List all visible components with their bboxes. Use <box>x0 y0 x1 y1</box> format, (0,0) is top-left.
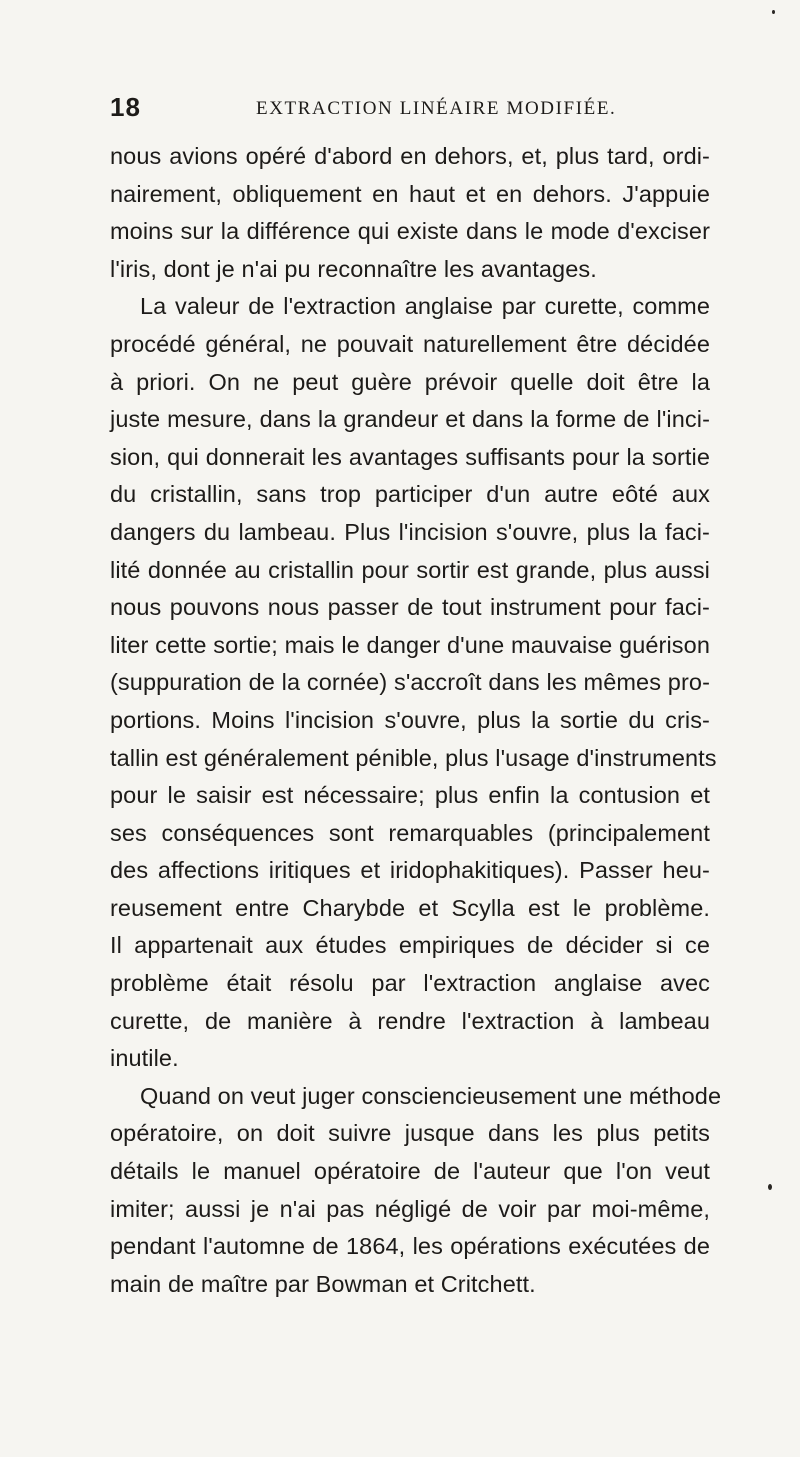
text-line: opératoire, on doit suivre jusque dans les plus petits <box>110 1120 710 1147</box>
ink-speck <box>768 1184 772 1190</box>
running-title: EXTRACTION LINÉAIRE MODIFIÉE. <box>256 98 617 119</box>
text-line: portions. Moins l'incision s'ouvre, plus la sortie du cris- <box>110 706 710 733</box>
page-number: 18 <box>110 92 141 122</box>
page-header <box>110 92 710 132</box>
text-line: à priori. On ne peut guère prévoir quelle doit être la <box>110 368 710 395</box>
text-line: reusement entre Charybde et Scylla est le problème. <box>110 894 710 921</box>
text-line: imiter; aussi je n'ai pas négligé de voir par moi-même, <box>110 1195 710 1222</box>
text-line: main de maître par Bowman et Critchett. <box>110 1270 536 1297</box>
text-line: détails le manuel opératoire de l'auteur que l'on veut <box>110 1158 710 1185</box>
ink-speck <box>772 10 775 14</box>
text-line: ses conséquences sont remarquables (principalement <box>110 819 710 846</box>
text-line: nous pouvons nous passer de tout instrument pour faci- <box>110 594 710 621</box>
text-line: La valeur de l'extraction anglaise par curette, comme <box>140 293 710 320</box>
text-line: tallin est généralement pénible, plus l'usage d'instruments <box>110 744 717 771</box>
text-line: sion, qui donnerait les avantages suffisants pour la sortie <box>110 443 710 470</box>
text-line: nous avions opéré d'abord en dehors, et, plus tard, ordi- <box>110 143 710 169</box>
text-line: dangers du lambeau. Plus l'incision s'ouvre, plus la faci- <box>110 518 710 545</box>
text-line: problème était résolu par l'extraction anglaise avec <box>110 970 710 997</box>
text-line: liter cette sortie; mais le danger d'une mauvaise guérison <box>110 631 710 658</box>
text-line: l'iris, dont je n'ai pu reconnaître les avantages. <box>110 255 597 282</box>
text-line: inutile. <box>110 1045 179 1072</box>
text-line: pour le saisir est nécessaire; plus enfin la contusion et <box>110 782 710 809</box>
text-line: procédé général, ne pouvait naturellement être décidée <box>110 330 710 357</box>
text-line: Quand on veut juger consciencieusement une méthode <box>140 1082 722 1109</box>
text-line: lité donnée au cristallin pour sortir est grande, plus aussi <box>110 556 710 583</box>
text-line: juste mesure, dans la grandeur et dans la forme de l'inci- <box>110 406 710 433</box>
text-line: moins sur la différence qui existe dans le mode d'exciser <box>110 218 710 245</box>
text-line: pendant l'automne de 1864, les opérations exécutées de <box>110 1233 710 1260</box>
text-line: du cristallin, sans trop participer d'un autre eôté aux <box>110 481 710 508</box>
text-line: Il appartenait aux études empiriques de décider si ce <box>110 932 710 959</box>
text-line: curette, de manière à rendre l'extraction à lambeau <box>110 1007 710 1034</box>
text-line: des affections iritiques et iridophakitiques). Passer heu- <box>110 857 710 884</box>
text-line: nairement, obliquement en haut et en dehors. J'appuie <box>110 180 710 207</box>
body-text <box>110 138 722 1303</box>
text-line: (suppuration de la cornée) s'accroît dans les mêmes pro- <box>110 669 710 696</box>
